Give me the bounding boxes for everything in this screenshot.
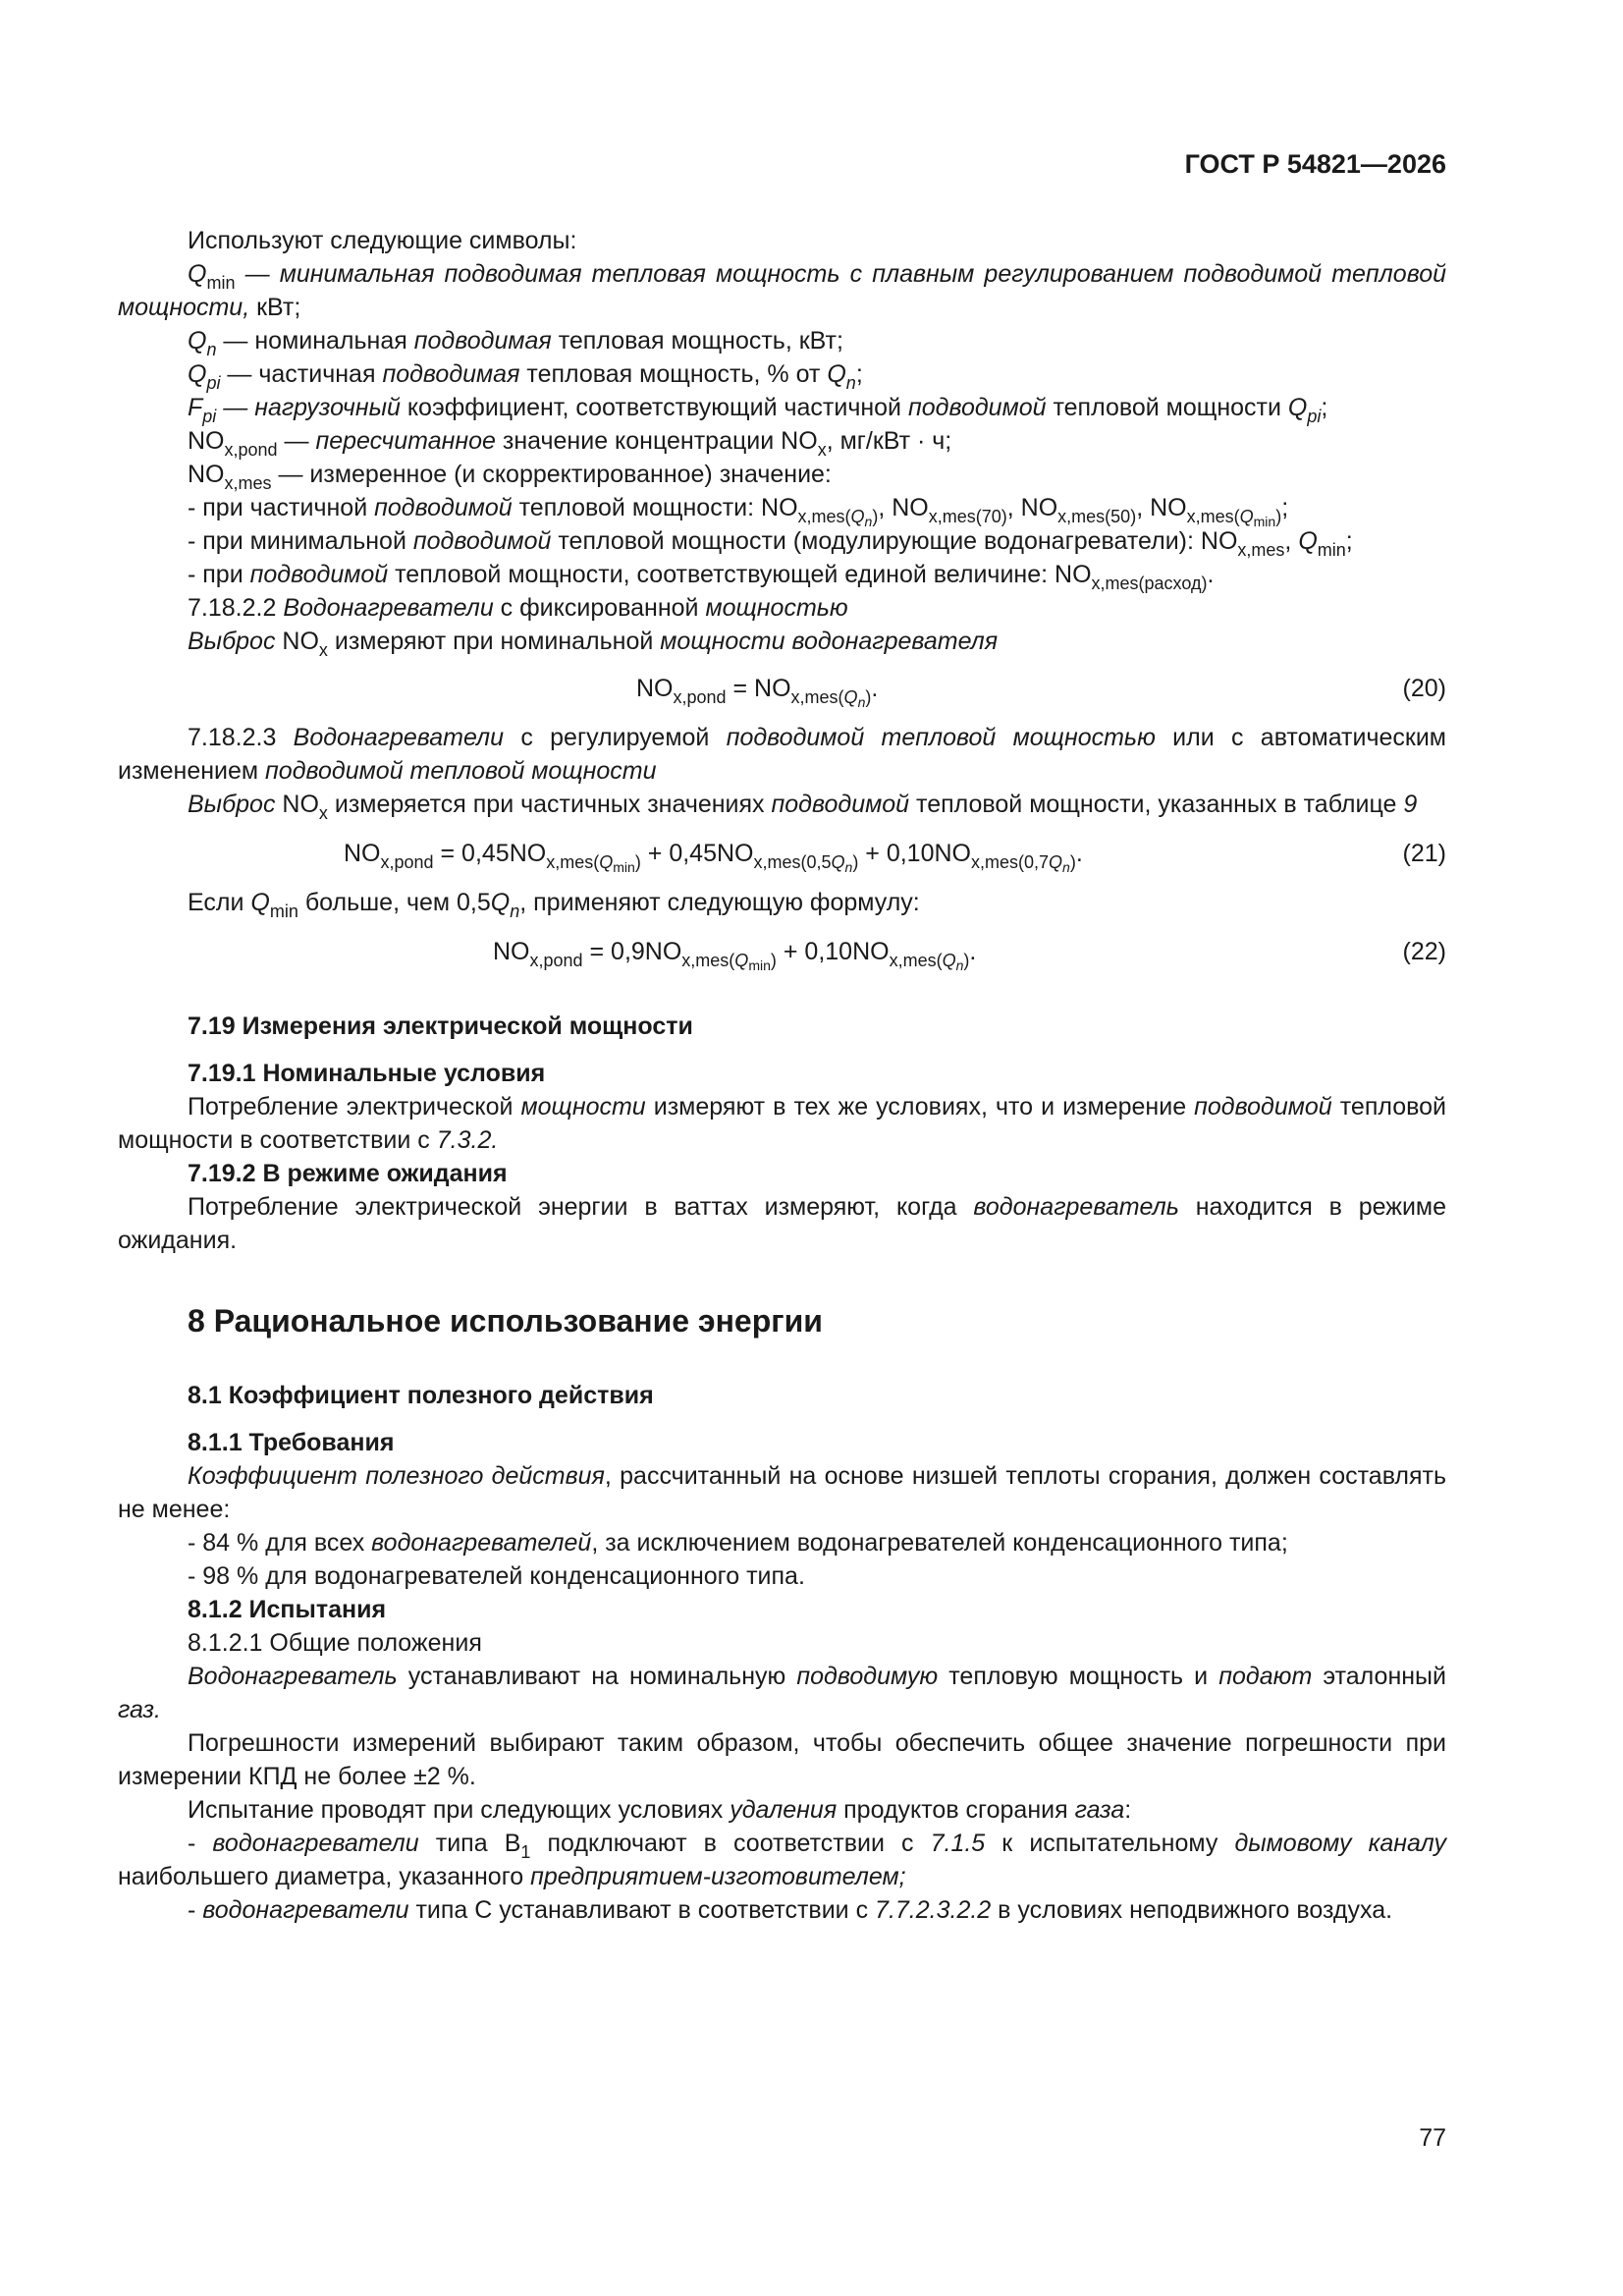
formula-21-number: (21) xyxy=(1402,840,1446,867)
formula-20-expression: $NO_{x,pond} = NO_{x,mes(Q_n)}$. xyxy=(636,675,879,711)
section-8-1-title: 8.1 Коэффициент полезного действия xyxy=(188,1382,654,1409)
document-code: ГОСТ Р 54821—2026 xyxy=(1184,149,1446,179)
formula-22-expression: $NO_{x,pond} = 0,9NO_{x,mes(Q_{min})} + 0,10NO_{x,mes(Q_n)}$. xyxy=(493,938,977,974)
formula-21 xyxy=(118,833,1446,876)
section-8-1-1-title: 8.1.1 Требования xyxy=(188,1429,395,1456)
section-8-1-2-title: 8.1.2 Испытания xyxy=(188,1596,387,1623)
section-7-19-title: 7.19 Измерения электрической мощности xyxy=(188,1012,693,1040)
paragraph-setup: Водонагреватель устанавливают на номинальную подводимую тепловую мощность и подают эталонный газ. xyxy=(118,1663,1446,1723)
condition-bullet-b1: - водонагреватели типа $B_1$ подключают в соответствии с 7.1.5 к испытательному дымовому каналу наибольшего диаметра, указанного предприятием-изготовителем; xyxy=(118,1830,1446,1890)
clause-7-18-2-2-text: Выброс $NO_x$ измеряют при номинальной мощности водонагревателя xyxy=(188,628,999,660)
requirement-bullet-98: - 98 % для водонагревателей конденсационного типа. xyxy=(188,1562,805,1590)
symbols-intro: Используют следующие символы: xyxy=(188,227,577,254)
symbol-qmin: $Q_{min}$ — минимальная подводимая тепловая мощность с плавным регулированием подводимой тепловой мощности, кВт; xyxy=(118,260,1446,321)
symbol-qn: $Q_n$ — номинальная подводимая тепловая мощность, кВт; xyxy=(188,327,843,359)
symbol-qpi: $Q_{pi}$ — частичная подводимая тепловая мощность, % от $Q_n$; xyxy=(188,360,863,393)
section-8-title: 8 Рациональное использование энергии xyxy=(188,1303,823,1339)
clause-7-18-2-3-text: Выброс $NO_x$ измеряется при частичных значениях подводимой тепловой мощности, указанных в таблице 9 xyxy=(188,791,1418,823)
page-number: 77 xyxy=(1419,2124,1446,2152)
clause-7-18-2-2: 7.18.2.2 Водонагреватели с фиксированной мощностью xyxy=(188,594,848,622)
section-8-1-2-1-title: 8.1.2.1 Общие положения xyxy=(188,1629,482,1657)
paragraph-accuracy: Погрешности измерений выбирают таким образом, чтобы обеспечить общее значение погрешности при измерении КПД не более ±2 %. xyxy=(118,1729,1446,1790)
symbol-nox-mes: $NO_{x,mes}$ — измеренное (и скорректированное) значение: xyxy=(188,461,832,493)
bullet-minimum: - при минимальной подводимой тепловой мощности (модулирующие водонагреватели): $NO_{x,mes}$, $Q_{min}$; xyxy=(188,527,1353,560)
section-7-19-2-text: Потребление электрической энергии в ваттах измеряют, когда водонагреватель находится в режиме ожидания. xyxy=(118,1193,1447,1254)
section-7-19-1-title: 7.19.1 Номинальные условия xyxy=(188,1060,546,1087)
condition-bullet-c: - водонагреватели типа С устанавливают в соответствии с 7.7.2.3.2.2 в условиях неподвижного воздуха. xyxy=(188,1896,1393,1924)
formula-20-number: (20) xyxy=(1402,675,1446,702)
formula-20 xyxy=(118,668,1446,711)
requirement-bullet-84: - 84 % для всех водонагревателей, за исключением водонагревателей конденсационного типа; xyxy=(188,1529,1288,1557)
formula-22 xyxy=(118,931,1446,974)
formula-22-number: (22) xyxy=(1402,938,1446,965)
bullet-partial: - при частичной подводимой тепловой мощности: $NO_{x,mes(Q_n)}$, $NO_{x,mes(70)}$, $NO_{x,mes(50)}$, $NO_{x,mes(Q_{min})}$; xyxy=(188,494,1289,530)
paragraph-conditions: Испытание проводят при следующих условиях удаления продуктов сгорания газа: xyxy=(188,1796,1132,1824)
bullet-single: - при подводимой тепловой мощности, соответствующей единой величине: $NO_{x,mes(расход)}$. xyxy=(188,561,1215,593)
formula-21-expression: $NO_{x,pond} = 0,45NO_{x,mes(Q_{min})} + 0,45NO_{x,mes(0,5Q_n)} + 0,10NO_{x,mes(0,7Q_n)}$. xyxy=(344,840,1083,876)
section-7-19-1-text: Потребление электрической мощности измеряют в тех же условиях, что и измерение подводимой тепловой мощности в соответствии с 7.3.2. xyxy=(118,1093,1446,1154)
condition-text: Если $Q_{min}$ больше, чем $0,5Q_n$, применяют следующую формулу: xyxy=(188,889,920,921)
page-content xyxy=(118,224,1446,1927)
clause-7-18-2-3: 7.18.2.3 Водонагреватели с регулируемой подводимой тепловой мощностью или с автоматическим изменением подводимой тепловой мощности xyxy=(118,724,1446,785)
section-7-19-2-title: 7.19.2 В режиме ожидания xyxy=(188,1160,508,1187)
symbol-nox-pond: $NO_{x,pond}$ — пересчитанное значение концентрации $NO_x$, мг/кВт · ч; xyxy=(188,427,952,460)
section-8-1-1-text: Коэффициент полезного действия, рассчитанный на основе низшей теплоты сгорания, должен составлять не менее: xyxy=(118,1462,1446,1523)
symbol-fpi: $F_{pi}$ — нагрузочный коэффициент, соответствующий частичной подводимой тепловой мощности $Q_{pi}$; xyxy=(188,394,1328,426)
